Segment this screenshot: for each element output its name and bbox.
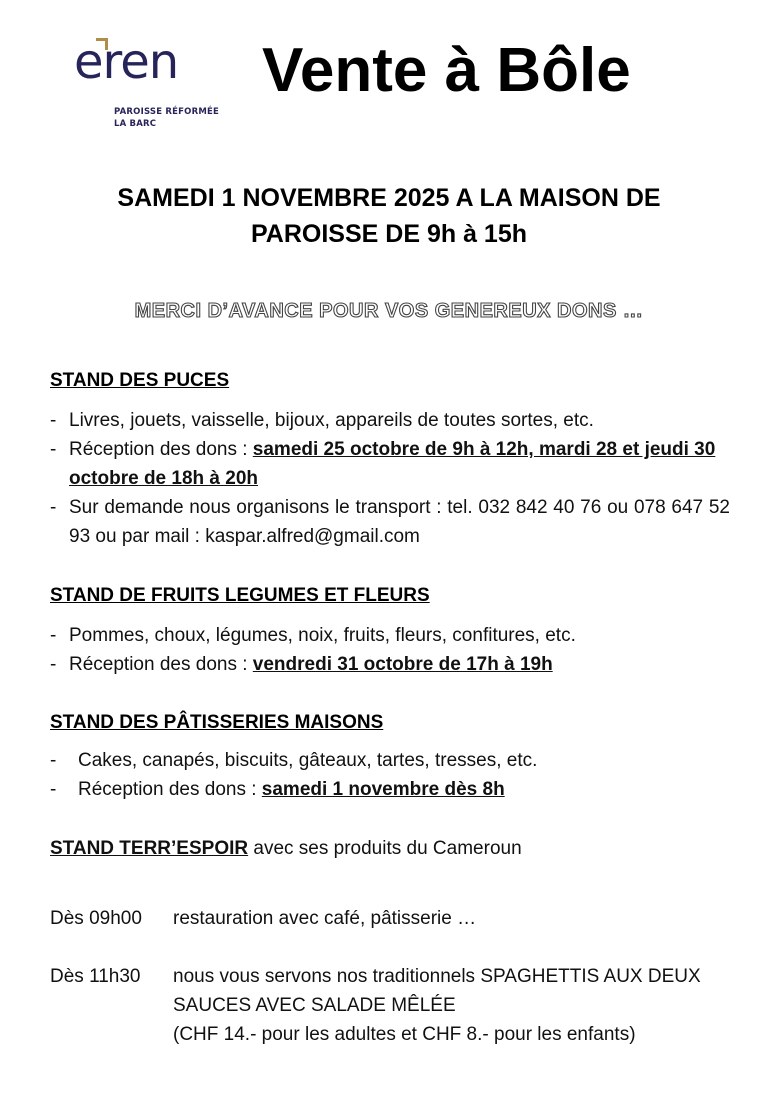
list-item	[50, 621, 730, 650]
logo-subtitle-line1: PAROISSE RÉFORMÉE	[114, 107, 219, 117]
logo-subtitle	[114, 106, 219, 130]
fruits-item-text: Pommes, choux, légumes, noix, fruits, fleurs, confitures, etc.	[69, 625, 576, 646]
list-item	[50, 435, 730, 493]
patisseries-reception-dates: samedi 1 novembre dès 8h	[261, 779, 505, 800]
puces-transport-text: Sur demande nous organisons le transport : tel. 032 842 40 76 ou 078 647 52 93 ou par mail : kaspar.alfred@gmail.com	[69, 497, 730, 547]
section-heading-puces: STAND DES PUCES	[50, 370, 230, 391]
section-heading-terr-espoir: STAND TERR’ESPOIR	[50, 838, 249, 859]
terr-espoir-line	[50, 838, 522, 860]
puces-item-text: Livres, jouets, vaisselle, bijoux, appareils de toutes sortes, etc.	[69, 410, 594, 431]
price-info-text: (CHF 14.- pour les adultes et CHF 8.- pour les enfants)	[173, 1024, 636, 1045]
spaghetti-offer-text: nous vous servons nos traditionnels SPAGHETTIS AUX DEUX SAUCES AVEC SALADE MÊLÉE	[173, 966, 701, 1016]
bullet-dash: -	[50, 410, 57, 431]
bullet-dash: -	[50, 750, 57, 771]
schedule-time: Dès 09h00	[50, 908, 142, 929]
list-item	[50, 775, 730, 804]
terr-espoir-text: avec ses produits du Cameroun	[248, 838, 522, 859]
fruits-reception-label: Réception des dons :	[69, 654, 253, 675]
bullet-dash: -	[50, 654, 57, 675]
page-title: Vente à Bôle	[262, 36, 631, 105]
section-heading-fruits: STAND DE FRUITS LEGUMES ET FLEURS	[50, 585, 430, 606]
schedule-description: restauration avec café, pâtisserie …	[173, 908, 477, 929]
bullet-dash: -	[50, 625, 57, 646]
bullet-dash: -	[50, 439, 57, 460]
puces-reception-dates: samedi 25 octobre de 9h à 12h, mardi 28 et jeudi 30 octobre de 18h à 20h	[69, 439, 716, 489]
list-item	[50, 746, 730, 775]
list-fruits	[50, 621, 730, 679]
section-heading-patisseries: STAND DES PÂTISSERIES MAISONS	[50, 712, 384, 733]
patisseries-reception-label: Réception des dons :	[78, 779, 262, 800]
schedule-row-1	[50, 904, 740, 934]
bullet-dash: -	[50, 497, 57, 518]
list-item	[50, 406, 730, 435]
eren-logo	[74, 34, 224, 134]
patisseries-item-text: Cakes, canapés, biscuits, gâteaux, tartes, tresses, etc.	[78, 750, 538, 771]
fruits-reception-dates: vendredi 31 octobre de 17h à 19h	[252, 654, 553, 675]
puces-reception-label: Réception des dons :	[69, 439, 253, 460]
logo-subtitle-line2: LA BARC	[114, 119, 157, 129]
schedule-description	[173, 962, 713, 1049]
logo-wordmark: eren	[74, 34, 179, 90]
thanks-banner: MERCI D’AVANCE POUR VOS GENEREUX DONS …	[134, 300, 644, 322]
schedule-time: Dès 11h30	[50, 966, 141, 987]
list-item	[50, 650, 730, 679]
list-item	[50, 493, 730, 551]
list-patisseries	[50, 746, 730, 804]
list-puces	[50, 406, 730, 551]
bullet-dash: -	[50, 779, 57, 800]
schedule-row-2	[50, 962, 740, 1052]
event-date-subtitle: SAMEDI 1 NOVEMBRE 2025 A LA MAISON DE PAROISSE DE 9h à 15h	[117, 184, 661, 248]
